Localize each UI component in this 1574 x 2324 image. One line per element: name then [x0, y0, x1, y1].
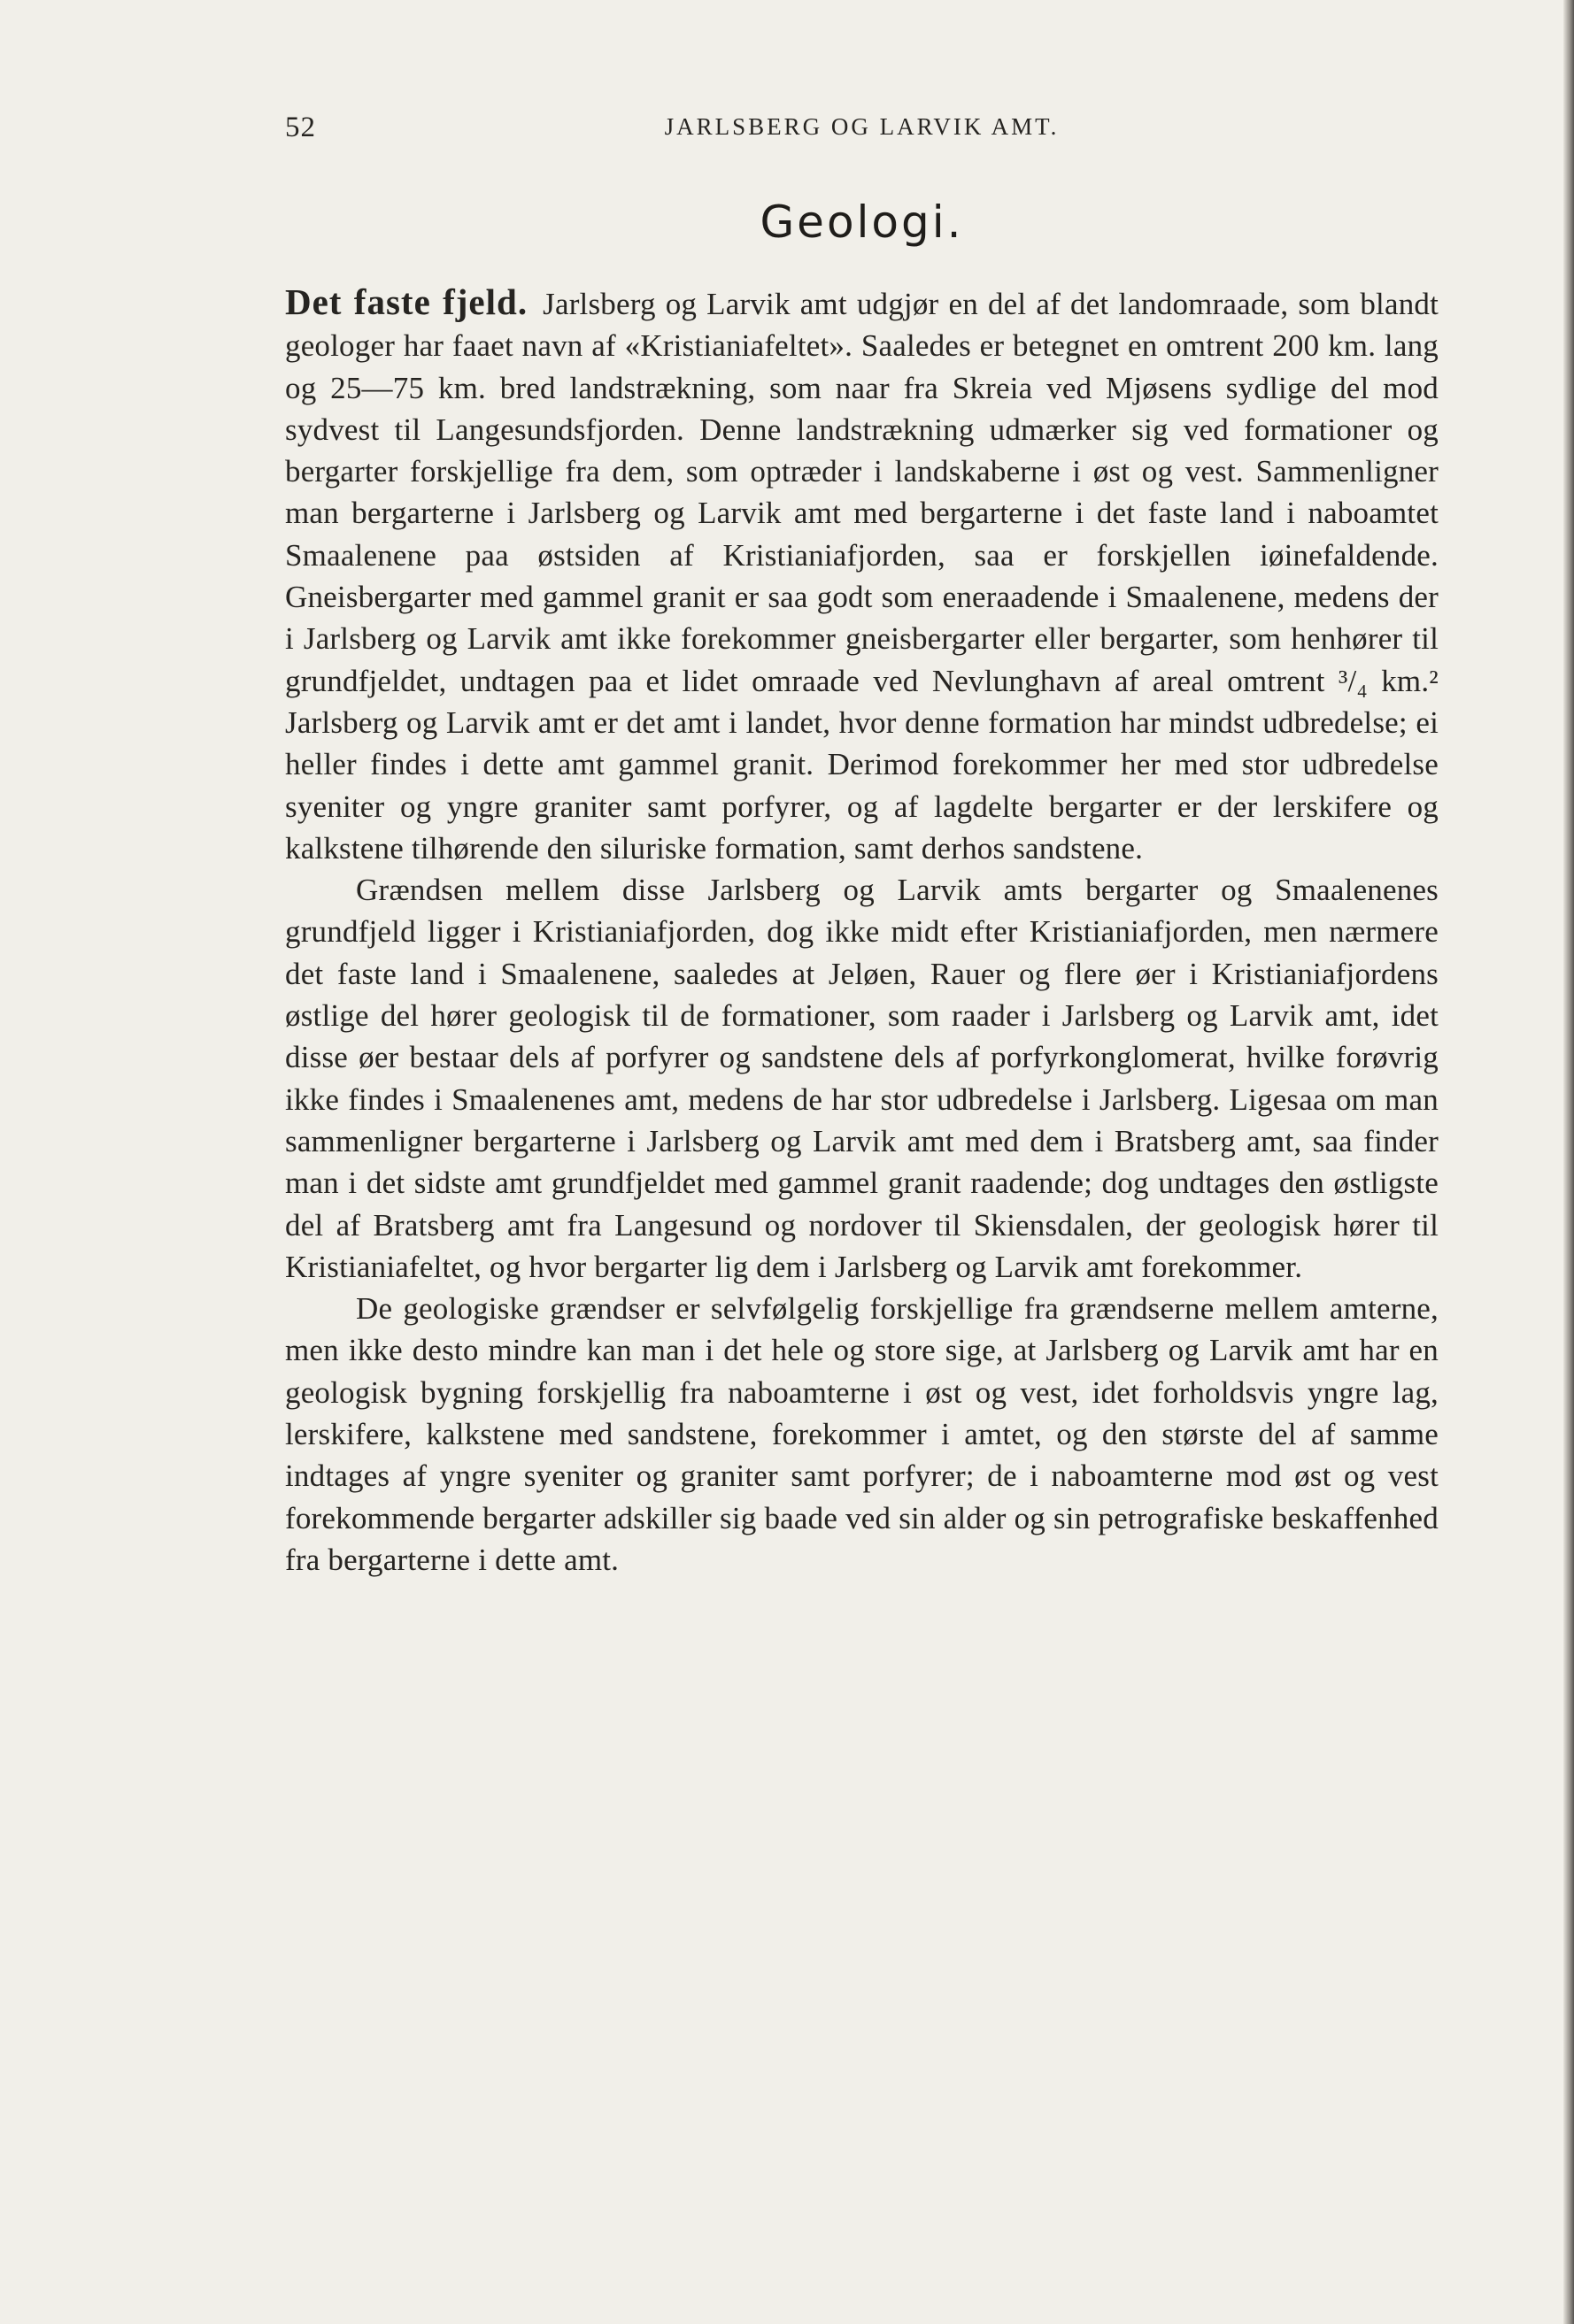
paragraph-2: Grændsen mellem disse Jarlsberg og Larvik amts bergarter og Smaalenenes grundfjeld ligger i Kristianiafjorden, dog ikke midt efter Kristianiafjorden, men nærmere det faste land i Smaalenene, saaledes at Jeløen, Rauer og flere øer i Kristianiafjordens østlige del hører geologisk til de formationer, som raader i Jarlsberg og Larvik amt, idet disse øer bestaar dels af porfyrer og sandstene dels af porfyrkonglomerat, hvilke forøvrig ikke findes i Smaalenenes amt, medens de har stor udbredelse i Jarlsberg. Ligesaa om man sammenligner bergarterne i Jarlsberg og Larvik amt med dem i Bratsberg amt, saa finder man i det sidste amt grundfjeldet med gammel granit raadende; dog undtages den østligste del af Bratsberg amt fra Langesund og nordover til Skiensdalen, der geologisk hører til Kristianiafeltet, og hvor bergarter lig dem i Jarlsberg og Larvik amt forekommer. [285, 873, 1439, 1284]
paragraph-1 [285, 281, 1439, 869]
section-heading: Det faste fjeld. [285, 281, 529, 322]
paragraph-1-text: Jarlsberg og Larvik amt udgjør en del af det landomraade, som blandt geologer har faaet navn af «Kristianiafeltet». Saaledes er betegnet en omtrent 200 km. lang og 25—75 km. bred landstrækning, som naar fra Skreia ved Mjøsens sydlige del mod sydvest til Langesundsfjorden. Denne landstrækning udmærker sig ved formationer og bergarter forskjellige fra dem, som optræder i landskaberne i øst og vest. Sammenligner man bergarterne i Jarlsberg og Larvik amt med bergarterne i det faste land i naboamtet Smaalenene paa østsiden af Kristianiafjorden, saa er forskjellen iøinefaldende. Gneisbergarter med gammel granit er saa godt som eneraadende i Smaalenene, medens der i Jarlsberg og Larvik amt ikke forekommer gneisbergarter eller bergarter, som henhører til grundfjeldet, undtagen paa et lidet omraade ved Nevlunghavn af areal omtrent ³/₄ km.² Jarlsberg og Larvik amt er det amt i landet, hvor denne formation har mindst udbredelse; ei heller findes i dette amt gammel granit. Derimod forekommer her med stor udbredelse syeniter og yngre graniter samt porfyrer, og af lagdelte bergarter er der lerskifere og kalkstene tilhørende den siluriske formation, samt derhos sandstene. [285, 287, 1439, 866]
body-text [285, 281, 1439, 1581]
running-head: JARLSBERG OG LARVIK AMT. [664, 113, 1060, 140]
page-header [285, 112, 1439, 147]
paragraph-3: De geologiske grændser er selvfølgelig forskjellige fra grændserne mellem amterne, men ikke desto mindre kan man i det hele og store sige, at Jarlsberg og Larvik amt har en geologisk bygning forskjellig fra naboamterne i øst og vest, idet forholdsvis yngre lag, lerskifere, kalkstene med sandstene, forekommer i amtet, og den største del af samme indtages af yngre syeniter og graniter samt porfyrer; de i naboamterne mod øst og vest forekommende bergarter adskiller sig baade ved sin alder og sin petrografiske beskaffenhed fra bergarterne i dette amt. [285, 1291, 1439, 1577]
chapter-title: Geologi. [760, 196, 964, 248]
page-number: 52 [285, 112, 316, 143]
page-edge [1563, 0, 1574, 2324]
